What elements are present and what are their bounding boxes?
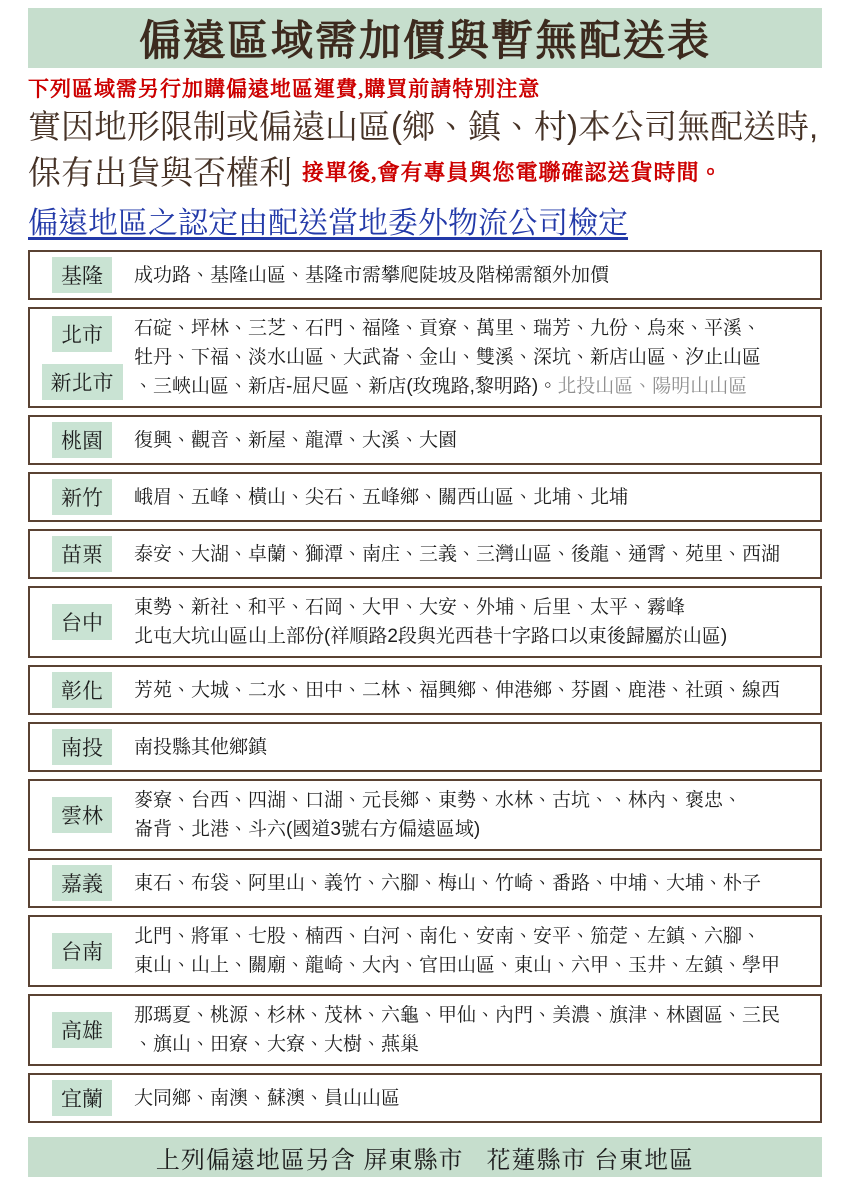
- region-label: 高雄: [52, 1012, 112, 1048]
- region-label: 基隆: [52, 257, 112, 293]
- region-areas: [134, 676, 812, 705]
- region-areas-segment: 石碇、坪林、三芝、石門、福隆、貢寮、萬里、瑞芳、九份、烏來、平溪、: [134, 318, 762, 339]
- region-areas-segment: 成功路、基隆山區、基隆市需攀爬陡坡及階梯需額外加價: [134, 264, 610, 286]
- table-row: [28, 529, 822, 579]
- region-areas-segment: 那瑪夏、桃源、杉林、茂林、六龜、甲仙、內門、美濃、旗津、林園區、三民: [134, 1005, 781, 1026]
- region-areas-line: [134, 815, 812, 844]
- region-areas-segment: 峨眉、五峰、橫山、尖石、五峰鄉、關西山區、北埔、北埔: [134, 486, 629, 508]
- region-areas: [134, 314, 812, 401]
- region-labels: [30, 797, 134, 833]
- region-areas-segment: 東山、山上、關廟、龍崎、大內、官田山區、東山、六甲、玉井、左鎮、學甲: [134, 955, 781, 976]
- region-areas: [134, 540, 812, 569]
- region-areas-line: [134, 922, 812, 951]
- region-areas: [134, 1001, 812, 1059]
- region-areas-line: [134, 733, 812, 762]
- table-row: [28, 250, 822, 300]
- table-row: [28, 915, 822, 987]
- region-label: 苗栗: [52, 536, 112, 572]
- region-label: 台南: [52, 933, 112, 969]
- region-labels: [30, 536, 134, 572]
- region-label: 新北市: [42, 364, 123, 400]
- table-row: [28, 586, 822, 658]
- title-banner: [28, 8, 822, 68]
- table-row: [28, 665, 822, 715]
- region-areas-line: [134, 869, 812, 898]
- region-areas-line: [134, 676, 812, 705]
- region-areas-line: [134, 1084, 812, 1113]
- region-label: 南投: [52, 729, 112, 765]
- region-labels: [30, 479, 134, 515]
- region-labels: [30, 672, 134, 708]
- region-areas-segment: 泰安、大湖、卓蘭、獅潭、南庄、三義、三灣山區、後龍、通霄、苑里、西湖: [134, 543, 781, 565]
- region-areas-line: [134, 593, 812, 622]
- region-areas-line: [134, 314, 812, 343]
- region-areas: [134, 786, 812, 844]
- notice-block: [28, 104, 850, 196]
- notice-line2-main: 保有出貨與否權利: [28, 154, 292, 191]
- table-row: [28, 722, 822, 772]
- notice-line2-red: 接單後,會有專員與您電聯確認送貨時間。: [302, 160, 723, 185]
- region-areas-segment: 東石、布袋、阿里山、義竹、六腳、梅山、竹崎、番路、中埔、大埔、朴子: [134, 872, 762, 894]
- region-areas: [134, 483, 812, 512]
- notice-line1: 實因地形限制或偏遠山區(鄉、鎮、村)本公司無配送時,: [28, 108, 819, 145]
- region-labels: [30, 1080, 134, 1116]
- region-areas: [134, 261, 812, 290]
- region-labels: [30, 865, 134, 901]
- region-areas-segment: 南投縣其他鄉鎮: [134, 736, 268, 758]
- region-areas-line: [134, 483, 812, 512]
- region-areas-line: [134, 622, 812, 651]
- footer-banner: [28, 1137, 822, 1177]
- region-label: 嘉義: [52, 865, 112, 901]
- page-title: 偏遠區域需加價與暫無配送表: [138, 17, 711, 64]
- notice-line2: [28, 150, 850, 196]
- table-row: [28, 307, 822, 408]
- table-row: [28, 858, 822, 908]
- region-areas-line: [134, 951, 812, 980]
- table-row: [28, 472, 822, 522]
- region-areas-line: [134, 372, 812, 401]
- region-labels: [30, 422, 134, 458]
- region-areas-segment: 牡丹、下福、淡水山區、大武崙、金山、雙溪、深坑、新店山區、汐止山區: [134, 347, 762, 368]
- table-row: [28, 994, 822, 1066]
- region-areas: [134, 733, 812, 762]
- region-areas: [134, 869, 812, 898]
- red-warning-text: 下列區域需另行加購偏遠地區運費,購買前請特別注意: [28, 77, 541, 101]
- region-areas-line: [134, 426, 812, 455]
- region-areas-segment: 、旗山、田寮、大寮、大樹、燕巢: [134, 1034, 420, 1055]
- region-areas-line: [134, 786, 812, 815]
- region-areas: [134, 593, 812, 651]
- region-areas-segment: 東勢、新社、和平、石岡、大甲、大安、外埔、后里、太平、霧峰: [134, 597, 686, 618]
- region-areas-segment: 芳苑、大城、二水、田中、二林、福興鄉、伸港鄉、芬園、鹿港、社頭、線西: [134, 679, 781, 701]
- region-areas-segment: 北門、將軍、七股、楠西、白河、南化、安南、安平、笳萣、左鎮、六腳、: [134, 926, 762, 947]
- region-label: 桃園: [52, 422, 112, 458]
- region-areas-segment: 麥寮、台西、四湖、口湖、元長鄉、東勢、水林、古坑、、林內、褒忠、: [134, 790, 743, 811]
- region-label: 台中: [52, 604, 112, 640]
- region-areas: [134, 426, 812, 455]
- region-areas-line: [134, 1001, 812, 1030]
- region-areas-line: [134, 1030, 812, 1059]
- region-table: [28, 250, 822, 1123]
- region-labels: [30, 316, 134, 400]
- region-areas-segment: 崙背、北港、斗六(國道3號右方偏遠區域): [134, 819, 481, 840]
- region-areas-segment: 北屯大坑山區山上部份(祥順路2段與光西巷十字路口以東後歸屬於山區): [134, 626, 728, 647]
- footer-text: 上列偏遠地區另含 屏東縣市 花蓮縣市 台東地區: [155, 1146, 695, 1174]
- region-areas-line: [134, 261, 812, 290]
- region-labels: [30, 604, 134, 640]
- shipping-notice-page: [0, 8, 850, 1174]
- region-label: 新竹: [52, 479, 112, 515]
- region-label: 北市: [52, 316, 112, 352]
- table-row: [28, 779, 822, 851]
- region-areas-line: [134, 540, 812, 569]
- region-areas-segment: 、三峽山區、新店-屈尺區、新店(玫瑰路,黎明路)。: [134, 376, 558, 397]
- table-row: [28, 415, 822, 465]
- region-areas: [134, 922, 812, 980]
- region-areas-line: [134, 343, 812, 372]
- region-label: 雲林: [52, 797, 112, 833]
- region-labels: [30, 1012, 134, 1048]
- region-areas-muted-segment: 北投山區、陽明山山區: [557, 376, 748, 397]
- region-labels: [30, 729, 134, 765]
- region-labels: [30, 257, 134, 293]
- table-row: [28, 1073, 822, 1123]
- region-areas: [134, 1084, 812, 1113]
- region-label: 彰化: [52, 672, 112, 708]
- blue-heading: 偏遠地區之認定由配送當地委外物流公司檢定: [28, 207, 628, 240]
- region-areas-segment: 大同鄉、南澳、蘇澳、員山山區: [134, 1087, 401, 1109]
- region-label: 宜蘭: [52, 1080, 112, 1116]
- region-labels: [30, 933, 134, 969]
- region-areas-segment: 復興、觀音、新屋、龍潭、大溪、大園: [134, 429, 458, 451]
